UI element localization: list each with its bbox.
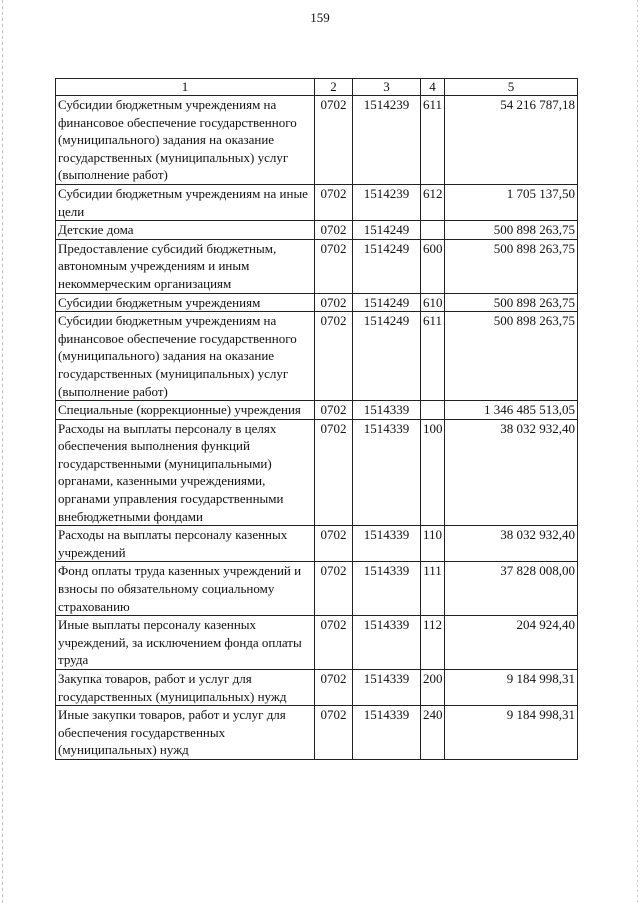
cell-sum: 500 898 263,75 xyxy=(445,221,578,240)
cell-type: 612 xyxy=(421,184,445,220)
cell-name: Специальные (коррекционные) учреждения xyxy=(56,401,315,420)
column-header-article: 3 xyxy=(353,79,421,96)
cell-sum: 9 184 998,31 xyxy=(445,670,578,706)
cell-section: 0702 xyxy=(315,419,353,526)
cell-type: 611 xyxy=(421,96,445,185)
cell-name: Субсидии бюджетным учреждениям xyxy=(56,293,315,312)
cell-type: 611 xyxy=(421,312,445,401)
cell-article: 1514249 xyxy=(353,293,421,312)
cell-sum: 500 898 263,75 xyxy=(445,312,578,401)
table-row xyxy=(56,96,578,185)
cell-sum: 204 924,40 xyxy=(445,616,578,670)
page-number: 159 xyxy=(310,10,330,25)
cell-section: 0702 xyxy=(315,616,353,670)
cell-name: Субсидии бюджетным учреждениям на иные цели xyxy=(56,184,315,220)
cell-article: 1514239 xyxy=(353,184,421,220)
cell-article: 1514339 xyxy=(353,562,421,616)
cell-type: 100 xyxy=(421,419,445,526)
cell-sum: 54 216 787,18 xyxy=(445,96,578,185)
cell-name: Закупка товаров, работ и услуг для государственных (муниципальных) нужд xyxy=(56,670,315,706)
cell-article: 1514339 xyxy=(353,401,421,420)
cell-article: 1514339 xyxy=(353,706,421,760)
cell-section: 0702 xyxy=(315,96,353,185)
table-row xyxy=(56,184,578,220)
cell-article: 1514249 xyxy=(353,312,421,401)
cell-name: Расходы на выплаты персоналу казенных учреждений xyxy=(56,526,315,562)
cell-name: Детские дома xyxy=(56,221,315,240)
cell-section: 0702 xyxy=(315,221,353,240)
table-row xyxy=(56,312,578,401)
cell-sum: 9 184 998,31 xyxy=(445,706,578,760)
table-row xyxy=(56,293,578,312)
cell-section: 0702 xyxy=(315,293,353,312)
cell-name: Субсидии бюджетным учреждениям на финансовое обеспечение государственного (муниципального) задания на оказание государственных (муниципальных) услуг (выполнение работ) xyxy=(56,312,315,401)
cell-type: 111 xyxy=(421,562,445,616)
budget-table xyxy=(55,78,578,760)
table-row xyxy=(56,526,578,562)
cell-name: Иные закупки товаров, работ и услуг для обеспечения государственных (муниципальных) нужд xyxy=(56,706,315,760)
cell-type: 600 xyxy=(421,239,445,293)
cell-section: 0702 xyxy=(315,239,353,293)
cell-section: 0702 xyxy=(315,562,353,616)
cell-type: 200 xyxy=(421,670,445,706)
table-row xyxy=(56,562,578,616)
cell-sum: 1 346 485 513,05 xyxy=(445,401,578,420)
table-row xyxy=(56,706,578,760)
cell-article: 1514249 xyxy=(353,221,421,240)
cell-type xyxy=(421,401,445,420)
cell-article: 1514339 xyxy=(353,670,421,706)
cell-section: 0702 xyxy=(315,401,353,420)
cell-article: 1514339 xyxy=(353,419,421,526)
cell-sum: 37 828 008,00 xyxy=(445,562,578,616)
cell-type xyxy=(421,221,445,240)
cell-section: 0702 xyxy=(315,670,353,706)
cell-section: 0702 xyxy=(315,184,353,220)
cell-sum: 38 032 932,40 xyxy=(445,526,578,562)
cell-section: 0702 xyxy=(315,706,353,760)
scan-edge-right xyxy=(637,0,638,905)
cell-sum: 500 898 263,75 xyxy=(445,239,578,293)
cell-section: 0702 xyxy=(315,312,353,401)
table-row xyxy=(56,221,578,240)
table-row xyxy=(56,401,578,420)
cell-article: 1514339 xyxy=(353,616,421,670)
column-header-section: 2 xyxy=(315,79,353,96)
cell-article: 1514239 xyxy=(353,96,421,185)
scan-edge-left xyxy=(2,0,3,905)
table-header-row xyxy=(56,79,578,96)
cell-type: 110 xyxy=(421,526,445,562)
cell-name: Иные выплаты персоналу казенных учреждений, за исключением фонда оплаты труда xyxy=(56,616,315,670)
cell-name: Субсидии бюджетным учреждениям на финансовое обеспечение государственного (муниципального) задания на оказание государственных (муниципальных) услуг (выполнение работ) xyxy=(56,96,315,185)
cell-sum: 500 898 263,75 xyxy=(445,293,578,312)
table-row xyxy=(56,239,578,293)
cell-name: Фонд оплаты труда казенных учреждений и взносы по обязательному социальному страхованию xyxy=(56,562,315,616)
cell-section: 0702 xyxy=(315,526,353,562)
table-row xyxy=(56,616,578,670)
cell-sum: 1 705 137,50 xyxy=(445,184,578,220)
cell-name: Расходы на выплаты персоналу в целях обеспечения выполнения функций государственными (муниципальными) органами, казенными учреждениями, органами управления государственными внебюджетными фондами xyxy=(56,419,315,526)
cell-type: 610 xyxy=(421,293,445,312)
column-header-sum: 5 xyxy=(445,79,578,96)
cell-article: 1514339 xyxy=(353,526,421,562)
cell-type: 240 xyxy=(421,706,445,760)
column-header-name: 1 xyxy=(56,79,315,96)
cell-type: 112 xyxy=(421,616,445,670)
cell-article: 1514249 xyxy=(353,239,421,293)
cell-sum: 38 032 932,40 xyxy=(445,419,578,526)
cell-name: Предоставление субсидий бюджетным, автономным учреждениям и иным некоммерческим организациям xyxy=(56,239,315,293)
column-header-type: 4 xyxy=(421,79,445,96)
table-row xyxy=(56,419,578,526)
table-row xyxy=(56,670,578,706)
